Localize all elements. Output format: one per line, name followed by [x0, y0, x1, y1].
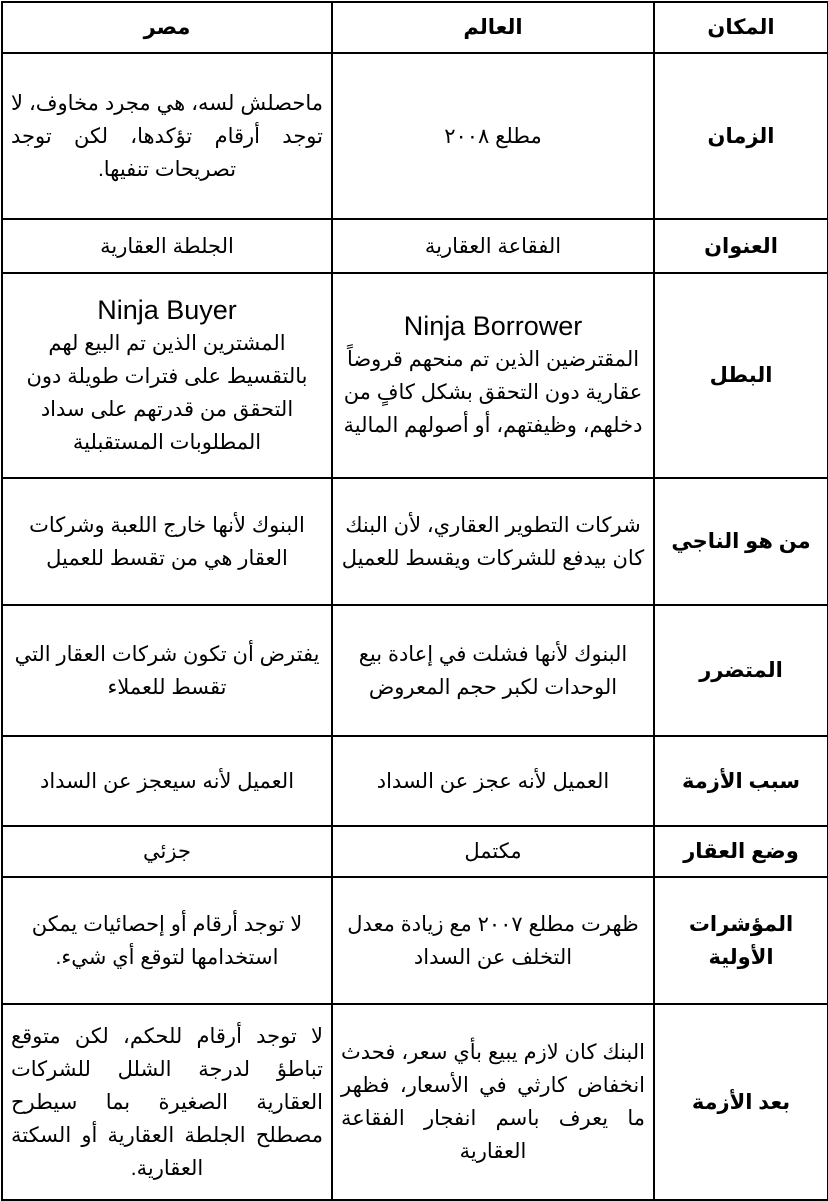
comparison-table-wrapper [1, 1, 828, 1201]
egypt-hero-title: Ninja Buyer [97, 294, 237, 325]
row-title [2, 219, 828, 273]
row-affected [2, 605, 828, 736]
world-after: البنك كان لازم يبيع بأي سعر، فحدث انخفاض كارثي في الأسعار، فظهر ما يعرف باسم انفجار الفقاعة العقارية [332, 1004, 654, 1200]
row-label-cause: سبب الأزمة [654, 736, 828, 826]
world-affected: البنوك لأنها فشلت في إعادة بيع الوحدات لكبر حجم المعروض [332, 605, 654, 736]
egypt-after: لا توجد أرقام للحكم، لكن متوقع تباطؤ لدرجة الشلل للشركات العقارية الصغيرة بما سيطرح مصطلح الجلطة العقارية أو السكتة العقارية. [2, 1004, 332, 1200]
egypt-indicators: لا توجد أرقام أو إحصائيات يمكن استخدامها لتوقع أي شيء. [2, 877, 332, 1004]
row-hero [2, 273, 828, 478]
row-label-status: وضع العقار [654, 826, 828, 877]
row-label-title: العنوان [654, 219, 828, 273]
egypt-hero [2, 273, 332, 478]
world-status: مكتمل [332, 826, 654, 877]
world-hero-text: المقترضين الذين تم منحهم قروضاً عقارية دون التحقق بشكل كافٍ من دخلهم، وظيفتهم، أو أصولهم المالية [343, 348, 643, 437]
egypt-title: الجلطة العقارية [2, 219, 332, 273]
world-time: مطلع ٢٠٠٨ [332, 53, 654, 219]
header-egypt: مصر [2, 2, 332, 53]
world-cause: العميل لأنه عجز عن السداد [332, 736, 654, 826]
header-place: المكان [654, 2, 828, 53]
egypt-hero-text: المشترين الذين تم البيع لهم بالتقسيط على فترات طويلة دون التحقق من قدرتهم على سداد المطلوبات المستقبلية [26, 331, 308, 454]
row-label-after: بعد الأزمة [654, 1004, 828, 1200]
egypt-cause: العميل لأنه سيعجز عن السداد [2, 736, 332, 826]
egypt-survivor: البنوك لأنها خارج اللعبة وشركات العقار هي من تقسط للعميل [2, 478, 332, 605]
egypt-time: ماحصلش لسه، هي مجرد مخاوف، لا توجد أرقام تؤكدها، لكن توجد تصريحات تنفيها. [2, 53, 332, 219]
header-row [2, 2, 828, 53]
row-status [2, 826, 828, 877]
row-after [2, 1004, 828, 1200]
row-time [2, 53, 828, 219]
world-survivor: شركات التطوير العقاري، لأن البنك كان بيدفع للشركات ويقسط للعميل [332, 478, 654, 605]
row-label-indicators: المؤشرات الأولية [654, 877, 828, 1004]
row-label-survivor: من هو الناجي [654, 478, 828, 605]
row-label-hero: البطل [654, 273, 828, 478]
row-cause [2, 736, 828, 826]
world-title: الفقاعة العقارية [332, 219, 654, 273]
row-label-affected: المتضرر [654, 605, 828, 736]
world-indicators: ظهرت مطلع ٢٠٠٧ مع زيادة معدل التخلف عن السداد [332, 877, 654, 1004]
row-survivor [2, 478, 828, 605]
world-hero [332, 273, 654, 478]
egypt-affected: يفترض أن تكون شركات العقار التي تقسط للعملاء [2, 605, 332, 736]
header-world: العالم [332, 2, 654, 53]
comparison-table [1, 1, 828, 1201]
row-label-time: الزمان [654, 53, 828, 219]
egypt-status: جزئي [2, 826, 332, 877]
row-indicators [2, 877, 828, 1004]
world-hero-title: Ninja Borrower [403, 311, 583, 341]
